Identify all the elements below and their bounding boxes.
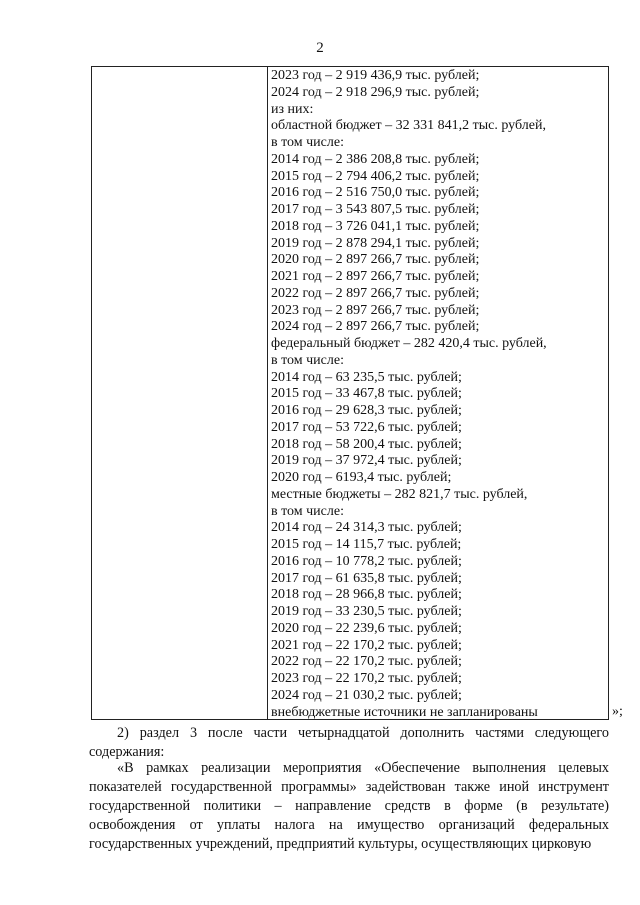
page-number: 2 — [316, 40, 324, 56]
table-line: 2018 год – 28 966,8 тыс. рублей; — [271, 587, 462, 603]
table-line: 2019 год – 33 230,5 тыс. рублей; — [271, 604, 462, 619]
table-line: 2020 год – 22 239,6 тыс. рублей; — [271, 620, 462, 636]
table-line: 2024 год – 2 897 266,7 тыс. рублей; — [271, 319, 480, 335]
table-line: 2021 год – 2 897 266,7 тыс. рублей; — [271, 269, 480, 284]
table-line: 2019 год – 37 972,4 тыс. рублей; — [271, 453, 462, 469]
table-line: местные бюджеты – 282 821,7 тыс. рублей, — [271, 486, 528, 502]
table-line: 2016 год – 2 516 750,0 тыс. рублей; — [271, 185, 480, 201]
amendment-paragraph-line-1: 2) раздел 3 после части четырнадцатой дополнить частями следующего — [117, 725, 609, 741]
table-line: 2021 год – 22 170,2 тыс. рублей; — [271, 637, 462, 653]
table-line: 2014 год – 24 314,3 тыс. рублей; — [271, 520, 462, 536]
table-line: 2018 год – 3 726 041,1 тыс. рублей; — [271, 218, 480, 234]
table-line: 2017 год – 61 635,8 тыс. рублей; — [271, 570, 462, 586]
table-line: 2020 год – 2 897 266,7 тыс. рублей; — [271, 252, 480, 268]
table-line: 2023 год – 2 919 436,9 тыс. рублей; — [271, 68, 480, 83]
table-line: федеральный бюджет – 282 420,4 тыс. рублей, — [271, 336, 547, 351]
funding-table — [91, 66, 609, 720]
table-column-divider — [267, 67, 268, 719]
table-line: 2016 год – 10 778,2 тыс. рублей; — [271, 553, 462, 569]
table-line: областной бюджет – 32 331 841,2 тыс. рублей, — [271, 118, 546, 134]
quote-close-mark: »; — [612, 704, 623, 719]
table-line: 2017 год – 53 722,6 тыс. рублей; — [271, 419, 462, 435]
funding-lines — [271, 68, 608, 721]
table-line: 2015 год – 33 467,8 тыс. рублей; — [271, 386, 462, 402]
table-line: в том числе: — [271, 503, 344, 519]
table-line: 2024 год – 21 030,2 тыс. рублей; — [271, 687, 462, 703]
table-line: 2014 год – 63 235,5 тыс. рублей; — [271, 369, 462, 385]
amendment-paragraph-line-2: содержания: — [89, 744, 165, 760]
table-line: 2017 год – 3 543 807,5 тыс. рублей; — [271, 202, 480, 217]
table-line: 2015 год – 2 794 406,2 тыс. рублей; — [271, 168, 480, 184]
table-line: 2022 год – 22 170,2 тыс. рублей; — [271, 654, 462, 670]
table-line: 2018 год – 58 200,4 тыс. рублей; — [271, 436, 462, 452]
table-line: 2023 год – 22 170,2 тыс. рублей; — [271, 671, 462, 686]
table-line: в том числе: — [271, 352, 344, 368]
table-line: 2020 год – 6193,4 тыс. рублей; — [271, 470, 452, 485]
table-line: из них: — [271, 101, 314, 117]
table-line: 2015 год – 14 115,7 тыс. рублей; — [271, 537, 462, 552]
table-line: 2016 год – 29 628,3 тыс. рублей; — [271, 403, 462, 418]
table-line: 2023 год – 2 897 266,7 тыс. рублей; — [271, 302, 480, 318]
table-line: в том числе: — [271, 135, 344, 150]
table-line: 2024 год – 2 918 296,9 тыс. рублей; — [271, 84, 480, 100]
table-line: внебюджетные источники не запланированы — [271, 704, 538, 720]
amendment-text-paragraph: «В рамках реализации мероприятия «Обеспечение выполнения целевых показателей государственной программы» задействован также иной инструмент государственной политики – направление средств в форме (в результате) освобождения от уплаты налога на имущество организаций федеральных государственных учреждений, предприятий культуры, осуществляющих цирковую — [89, 760, 609, 852]
table-line: 2022 год – 2 897 266,7 тыс. рублей; — [271, 285, 480, 301]
table-line: 2014 год – 2 386 208,8 тыс. рублей; — [271, 151, 480, 167]
table-line: 2019 год – 2 878 294,1 тыс. рублей; — [271, 235, 480, 251]
